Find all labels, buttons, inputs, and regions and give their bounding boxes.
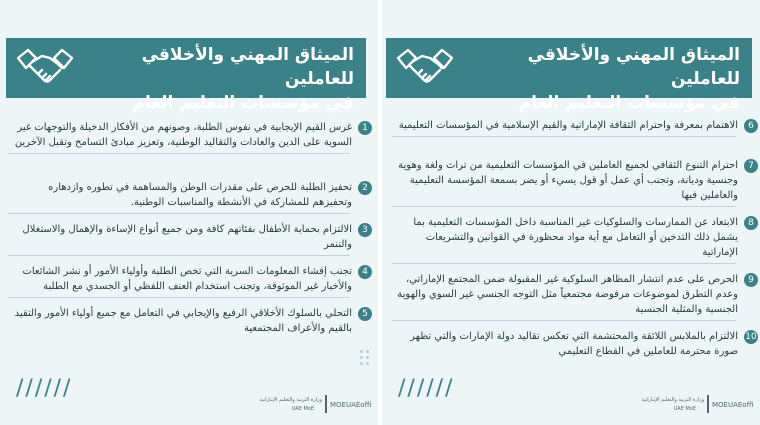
title-line-2: في مؤسسات التعليم العام [132,93,354,113]
panel-title [84,43,354,115]
divider [8,213,350,214]
item-number: 9 [744,273,758,287]
list-item [8,264,368,294]
item-number: 4 [358,265,372,279]
ministry-logo-icon [704,395,712,413]
handshake-icon [16,44,74,92]
title-line-2: في مؤسسات التعليم العام [518,93,740,113]
panel-header [6,38,366,113]
list-item [8,306,368,336]
divider [8,297,350,298]
item-text: احترام التنوع الثقافي لجميع العاملين في المؤسسات التعليمية من تراث ولغة وهوية وجنسية وديانة، وتجنب أي عمل أو قول يسيء أو يضر بسمعة المؤسسة التعليمية والعاملين فيها [398,160,738,201]
list-item [392,158,754,203]
list-item [392,118,754,133]
item-number: 2 [358,181,372,195]
item-number: 7 [744,159,758,173]
handshake-icon [396,44,454,92]
item-text: التحلي بالسلوك الأخلاقي الرفيع والإيجابي في التعامل مع جميع أولياء الأمور والتقيد بالقيم والأعراف المجتمعية [14,308,352,334]
ministry-logo-icon [322,395,330,413]
ministry-name-ar: وزارة التربية والتعليم الإماراتية [641,397,704,403]
decorative-dots [360,350,374,374]
decorative-slashes: ////// [398,376,455,401]
title-line-1: الميثاق المهني والأخلاقي للعاملين [527,45,740,89]
list-item [8,180,368,210]
left-panel [0,0,378,425]
list-item [8,222,368,252]
list-item [392,272,754,317]
social-handle: MOEUAEoffi [712,401,754,409]
divider [392,263,736,264]
ministry-name-en: UAE MoE [291,406,314,412]
ministry-name-ar: وزارة التربية والتعليم الإماراتية [259,397,322,403]
item-number: 6 [744,119,758,133]
item-text: تحفيز الطلبة للحرص على مقدرات الوطن والمساهمة في تطوره وازدهاره وتحفيزهم للمشاركة في الأنشطة والمناسبات الوطنية. [48,182,352,208]
list-item [392,215,754,260]
item-number: 3 [358,223,372,237]
divider [8,153,350,154]
ministry-name-en: UAE MoE [673,406,696,412]
divider [392,206,736,207]
right-panel [382,0,760,425]
item-number: 5 [358,307,372,321]
decorative-slashes: ////// [16,376,73,401]
social-handle: MOEUAEoffi [330,401,372,409]
panel-title [470,43,740,115]
item-number: 8 [744,216,758,230]
ministry-footer [244,395,374,417]
item-number: 1 [358,121,372,135]
item-text: الالتزام بحماية الأطفال بفئاتهم كافة ومن جميع أنواع الإساءة والإهمال والاستغلال والتنمر [22,224,352,250]
ministry-footer [626,395,756,417]
item-text: تجنب إفشاء المعلومات السرية التي تخص الطلبة وأولياء الأمور أو نشر الشائعات والأخبار غير الموثوقة، وتجنب استخدام العنف اللفظي أو الجسدي مع الطلبة [22,266,352,292]
item-text: الالتزام بالملابس اللائقة والمحتشمة التي تعكس تقاليد دولة الإمارات والتي تظهر صورة محترمة للعاملين في القطاع التعليمي [410,331,738,357]
item-text: الاهتمام بمعرفة واحترام الثقافة الإماراتية والقيم الإسلامية في المؤسسات التعليمية [398,120,738,131]
divider [392,136,736,137]
divider [8,255,350,256]
list-item [392,329,757,359]
item-number: 10 [745,332,757,342]
divider [392,320,736,321]
title-line-1: الميثاق المهني والأخلاقي للعاملين [141,45,354,89]
item-text: الحرص على عدم انتشار المظاهر السلوكية غير المقبولة ضمن المجتمع الإماراتي، وعدم التطرق لموضوعات مرفوضة مجتمعياً مثل التوجه الجنسي غير السوي والهوية الجنسية والمثلية الجنسية [397,274,738,315]
list-item [8,120,368,150]
item-text: الابتعاد عن الممارسات والسلوكيات غير المناسبة داخل المؤسسات التعليمية بما يشمل ذلك التدخين أو التعامل مع أية مواد محظورة في القوانين والتشريعات الإماراتية [413,217,738,258]
item-text: غرس القيم الإيجابية في نفوس الطلبة، وصونهم من الأفكار الدخيلة والتوجهات غير السوية على الدين والعادات والتقاليد الوطنية، وتعزيز مبادئ التسامح وتقبل الآخرين [14,122,352,148]
panel-header [386,38,752,113]
